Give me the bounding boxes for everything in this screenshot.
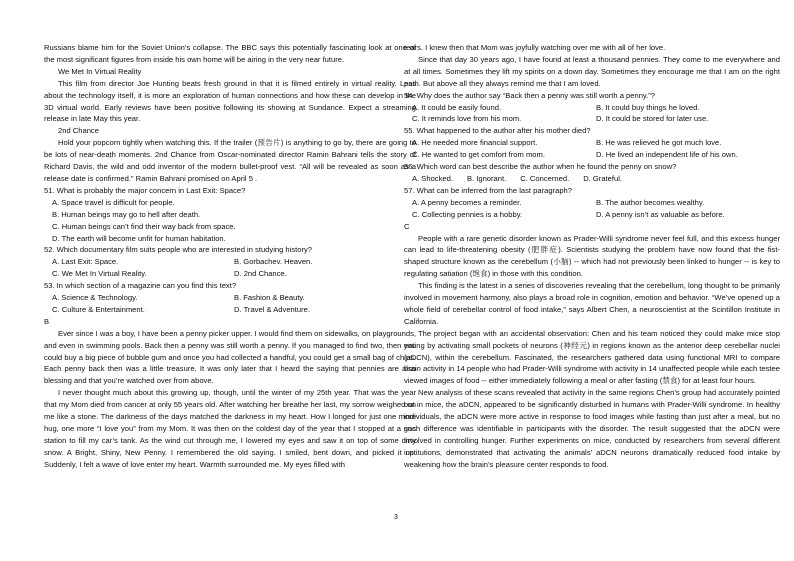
option: D. A penny isn’t as valuable as before.	[596, 209, 725, 219]
option: A. Science & Technology.	[52, 293, 138, 303]
option: C. Concerned.	[520, 173, 570, 183]
option: D. The earth will become unfit for human habitation.	[52, 233, 226, 243]
option: B. He was relieved he got much love.	[596, 138, 722, 148]
question-57: 57. What can be inferred from the last paragraph?	[404, 185, 573, 195]
option: A. Space travel is difficult for people.	[52, 197, 175, 207]
options-54	[404, 102, 780, 126]
options-53	[44, 292, 416, 316]
option: D. Grateful.	[583, 173, 623, 183]
option: D. He lived an independent life of his own.	[596, 150, 738, 160]
options-52	[44, 256, 416, 280]
question-54: 54. Why does the author say “Back then a penny was still worth a penny.”?	[404, 90, 656, 100]
question-56: 56. Which word can best describe the author when he found the penny on snow?	[404, 162, 677, 172]
option: C. Culture & Entertainment.	[52, 304, 145, 314]
options-55	[404, 137, 780, 161]
option: D. 2nd Chance.	[234, 269, 287, 279]
section-heading: We Met In Virtual Reality	[58, 66, 142, 76]
option: A. It could be easily found.	[412, 102, 502, 112]
passage-label: C	[404, 221, 410, 231]
option: A. A penny becomes a reminder.	[412, 197, 522, 207]
paragraph: Hold your popcorn tightly when watching this. If the trailer (预告片) is anything to go by, there are going to be lots of near-death moments. 2nd Chance from Oscar-nominated director Ramin Bahrani tells the story of Richard Davis, the wild and odd inventor of the modern bullet-proof vest. “All will be revealed as soon as a release date is confirmed.” Ramin Bahrani promised on April 5 .	[44, 138, 416, 183]
paragraph: Russians blame him for the Soviet Union’s collapse. The BBC says this potentially fascinating look at one of the most significant figures from inside his own home will be airing in the very near future.	[44, 43, 416, 64]
paragraph: Since that day 30 years ago, I have found at least a thousand pennies. They come to me everywhere and at all times. Sometimes they lift my spirits on a down day. Sometimes they encourage me that I am on the right path. But above all they always remind me that I am loved.	[404, 54, 780, 88]
option: A. Shocked.	[412, 173, 453, 183]
question-51: 51. What is probably the major concern in Last Exit: Space?	[44, 185, 246, 195]
option: A. Last Exit: Space.	[52, 257, 119, 267]
option: D. It could be stored for later use.	[596, 114, 709, 124]
option: B. Fashion & Beauty.	[234, 293, 305, 303]
option: D. Travel & Adventure.	[234, 304, 310, 314]
paragraph: People with a rare genetic disorder known as Prader-Willi syndrome never feel full, and this excess hunger can lead to life-threatening obesity (肥胖症). Scientists studying the problem have now found that the fist-shaped structure known as the cerebellum (小脑) -- which had not previously been linked to hunger -- is key to regulating satiation (饱食) in those with this condition.	[404, 233, 780, 279]
option: A. He needed more financial support.	[412, 138, 538, 148]
paragraph: I never thought much about this growing up, though, until the winter of my 25th year. That was the year that my Mom died from cancer at only 55 years old. After watching her breathe her last, my sorrow weighed on me like a stone. The darkness of the days matched the darkness in my heart. How I longed for just one more hug, one more “I love you” from my Mom. It was then on the coldest day of the year that I stopped at a gas station to fill my car’s tank. As the wind cut through me, I lowered my eyes and saw it on top of some dirty snow. A Bright, Shiny, New Penny. I remembered the old saying. I smiled, bent down, and picked it up. Suddenly, I felt a wave of love enter my heart. Warmth surrounded me. My eyes filled with	[44, 388, 416, 469]
options-57	[404, 197, 780, 221]
options-56	[404, 173, 780, 185]
option: C. We Met In Virtual Reality.	[52, 269, 147, 279]
options-51	[44, 197, 416, 245]
left-column	[44, 42, 416, 471]
paragraph: tears. I knew then that Mom was joyfully watching over me with all of her love.	[404, 43, 666, 52]
right-column	[404, 42, 780, 471]
option: C. It reminds love from his mom.	[412, 114, 522, 124]
paragraph: This finding is the latest in a series of discoveries revealing that the cerebellum, long thought to be primarily involved in movement harmony, also plays a broad role in cognition, emotion and behavior. “We’ve opened up a whole field of cerebellar control of food intake,” says Albert Chen, a neuroscientist at the Scintillon Institute in California.	[404, 281, 780, 326]
option: B. Ignorant.	[466, 173, 507, 183]
option: C. Human beings can’t find their way back from space.	[52, 221, 236, 231]
paragraph: New analysis of these scans revealed that activity in the same regions Chen’s group had accurately pointed out in mice, the aDCN, appeared to be significantly disturbed in humans with Prader-Willi syndrome. In healthy individuals, the aDCN were more active in response to food images while fasting than just after a meal, but no such difference was identifiable in participants with the disorder. The result suggested that the aDCN were involved in controlling hunger. Further experiments on mice, conducted by researchers from several different institutions, demonstrated that activating the animals’ aDCN neurons dramatically reduced food intake by weakening how the brain’s pleasure center responds to food.	[404, 388, 780, 469]
passage-label: B	[44, 316, 50, 326]
question-55: 55. What happened to the author after his mother died?	[404, 126, 591, 136]
option: B. Gorbachev. Heaven.	[234, 257, 313, 267]
option: C. Collecting pennies is a hobby.	[412, 209, 523, 219]
paragraph: The project began with an accidental observation: Chen and his team noticed they could make mice stop eating by activating small pockets of neurons (神经元) in regions known as the anterior deep cerebellar nuclei (aDCN), within the cerebellum. Fascinated, the researchers gathered data using functional MRI to compare brain activity in 14 people who had Prader-Willi syndrome with activity in 14 unaffected people while each testee viewed images of food -- either immediately following a meal or after fasting (禁食) for at least four hours.	[404, 328, 780, 386]
page-number: 3	[394, 514, 398, 521]
question-53: 53. In which section of a magazine can you find this text?	[44, 281, 237, 291]
option: B. It could buy things he loved.	[596, 102, 700, 112]
option: B. Human beings may go to hell after death.	[52, 209, 201, 219]
paragraph: Ever since I was a boy, I have been a penny picker upper. I would find them on sidewalks, on playgrounds, and even in swimming pools. Back then a penny was still worth a penny. If you managed to find two, then you could buy a big piece of bubble gum and once you had collected a handful, you could get a small bag of chips. Each penny back then was a little treasure. It was only later that I heard the saying that pennies are also blessing and that you’re watched over from above.	[44, 328, 416, 386]
paragraph: This film from director Joe Hunting beats fresh ground in that it is filmed entirely in virtual reality. Less about the technology itself, it is more an exploration of human connections and how these can develop in the 3D virtual world. Early reviews have been positive following its showing at Sundance. Expect a streaming release in late May this year.	[44, 78, 416, 124]
option: B. The author becomes wealthy.	[596, 197, 705, 207]
section-heading: 2nd Chance	[58, 126, 99, 136]
question-52: 52. Which documentary film suits people who are interested in studying history?	[44, 245, 313, 255]
option: C. He wanted to get comfort from mom.	[412, 150, 545, 160]
